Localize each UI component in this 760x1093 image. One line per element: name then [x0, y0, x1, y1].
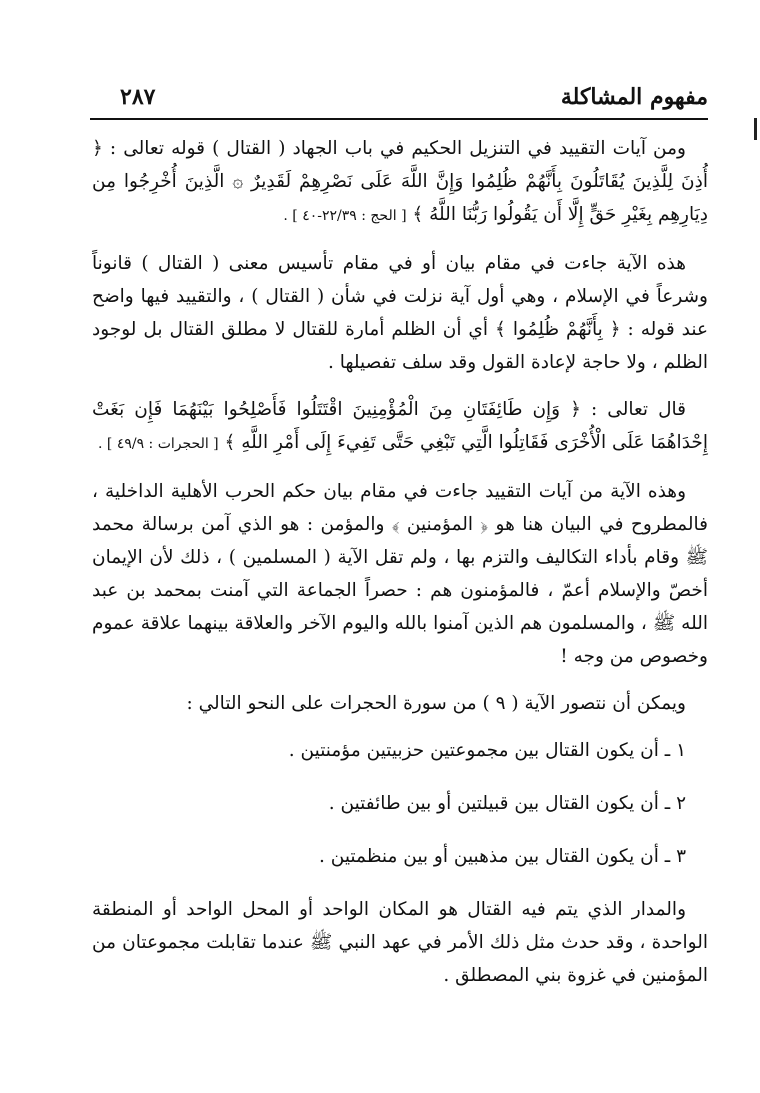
paragraph-1-intro: ومن آيات التقييد في التنزيل الحكيم في باب الجهاد ( القتال ) قوله تعالى : — [109, 138, 686, 159]
quran-verse-1: ﴿ أُذِنَ لِلَّذِينَ يُقَاتَلُونَ بِأَنَّهُمْ ظُلِمُوا وَإِنَّ اللَّهَ عَلَى نَصْرِهِمْ لَقَدِيرٌ ۞ الَّذِينَ أُخْرِجُوا مِن دِيَارِهِم بِغَيْرِ حَقٍّ إِلَّا أَن يَقُولُوا رَبُّنَا اللَّهُ ﴾ — [92, 138, 708, 225]
paragraph-1 — [92, 132, 708, 233]
list-item-3: ٣ ـ أن يكون القتال بين مذهبين أو بين منظمتين . — [318, 846, 686, 867]
list-item-1: ١ ـ أن يكون القتال بين مجموعتين حزبيتين مؤمنتين . — [288, 740, 686, 761]
page-number: ٢٨٧ — [120, 84, 156, 110]
verse-reference-2: [ الحجرات : ٤٩/٩ ] . — [98, 436, 219, 452]
verse-reference-1: [ الحج : ٢٢/٣٩-٤٠ ] . — [283, 208, 407, 224]
quran-verse-2: ﴿ وَإِن طَائِفَتَانِ مِنَ الْمُؤْمِنِينَ اقْتَتَلُوا فَأَصْلِحُوا بَيْنَهُمَا فَإِن بَغَتْ إِحْدَاهُمَا عَلَى الْأُخْرَى فَقَاتِلُوا الَّتِي تَبْغِي حَتَّى تَفِيءَ إِلَى أَمْرِ اللَّهِ ﴾ — [92, 399, 708, 453]
paragraph-4: وهذه الآية من آيات التقييد جاءت في مقام بيان حكم الحرب الأهلية الداخلية ، فالمطروح في البيان هنا هو ﴿ المؤمنين ﴾ والمؤمن : هو الذي آمن برسالة محمد ﷺ وقام بأداء التكاليف والتزم بها ، ولم تقل الآية ( المسلمين ) ، ذلك لأن الإيمان أخصّ والإسلام أعمّ ، فالمؤمنون هم : حصراً الجماعة التي آمنت بمحمد بن عبد الله ﷺ ، والمسلمون هم الذين آمنوا بالله واليوم الآخر والعلاقة بينهما علاقة عموم وخصوص من وجه ! — [92, 481, 708, 667]
body-text — [92, 132, 708, 1006]
list-item-2: ٢ ـ أن يكون القتال بين قبيلتين أو بين طائفتين . — [328, 793, 686, 814]
paragraph-5: ويمكن أن نتصور الآية ( ٩ ) من سورة الحجرات على النحو التالي : — [186, 693, 686, 714]
closing-paragraph: والمدار الذي يتم فيه القتال هو المكان الواحد أو المحل الواحد أو المنطقة الواحدة ، وقد حدث مثل ذلك الأمر في عهد النبي ﷺ عندما تقابلت مجموعتان من المؤمنين في غزوة بني المصطلق . — [92, 899, 708, 986]
header-rule — [90, 118, 708, 120]
paragraph-3 — [92, 393, 708, 461]
page-header — [90, 80, 708, 116]
paragraph-2: هذه الآية جاءت في مقام بيان أو في مقام تأسيس معنى ( القتال ) قانوناً وشرعاً في الإسلام ، وهي أول آية نزلت في شأن ( القتال ) ، والتقييد فيها واضح عند قوله : ﴿ بِأَنَّهُمْ ظُلِمُوا ﴾ أي أن الظلم أمارة للقتال لا مطلق القتال بل لوجود الظلم ، ولا حاجة لإعادة القول وقد سلف تفصيلها . — [92, 253, 708, 373]
paragraph-3-intro: قال تعالى : — [591, 399, 686, 420]
margin-mark — [754, 118, 757, 140]
running-title: مفهوم المشاكلة — [560, 84, 708, 110]
